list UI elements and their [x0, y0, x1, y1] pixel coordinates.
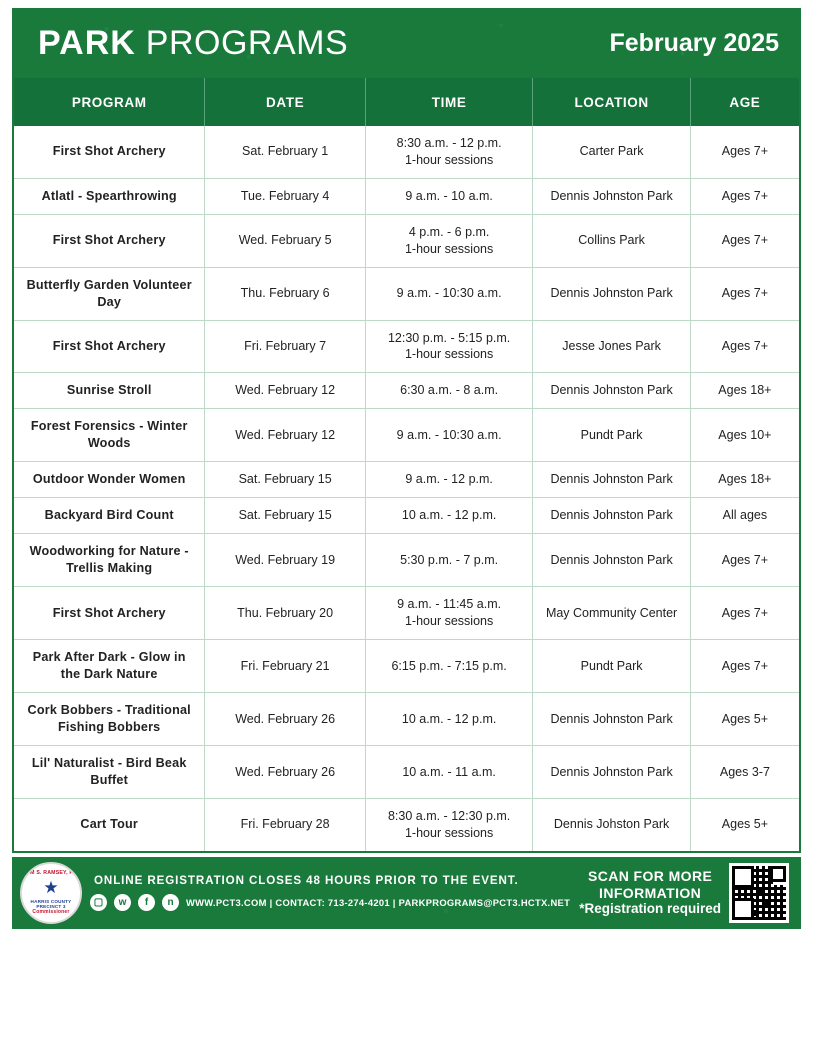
cell-time-primary: 9 a.m. - 10:30 a.m.	[396, 427, 502, 442]
column-header-date: DATE	[205, 78, 365, 126]
month-label: February 2025	[609, 28, 779, 57]
cell-location: Dennis Johnston Park	[533, 746, 690, 799]
cell-date: Wed. February 12	[205, 409, 365, 462]
cell-program: First Shot Archery	[14, 587, 205, 640]
column-header-program: PROGRAM	[14, 78, 205, 126]
table-row	[14, 462, 799, 498]
table-row	[14, 534, 799, 587]
cell-age: All ages	[690, 498, 799, 534]
cell-time	[365, 178, 533, 214]
cell-age: Ages 7+	[690, 587, 799, 640]
cell-age: Ages 7+	[721, 144, 768, 159]
cell-time-primary: 10 a.m. - 11 a.m.	[402, 764, 496, 779]
table-row	[14, 587, 799, 640]
facebook-icon[interactable]: f	[138, 894, 155, 911]
cell-time-secondary: 1-hour sessions	[404, 152, 494, 167]
cell-date: Wed. February 26	[205, 693, 365, 746]
column-header-location: LOCATION	[533, 78, 690, 126]
cell-location: Carter Park	[533, 126, 690, 178]
scan-line-2: INFORMATION	[599, 884, 702, 901]
cell-location: Dennis Johnston Park	[533, 178, 690, 214]
cell-age: Ages 18+	[690, 373, 799, 409]
cell-time-primary: 9 a.m. - 12 p.m.	[405, 472, 493, 487]
cell-program: First Shot Archery	[14, 126, 205, 178]
star-icon: ★	[43, 878, 59, 898]
cell-age: Ages 5+	[690, 693, 799, 746]
cell-age: Ages 7+	[690, 214, 799, 267]
cell-time-primary: 9 a.m. - 10 a.m.	[405, 188, 493, 203]
table-row	[14, 126, 799, 178]
cell-age: Ages 5+	[690, 799, 799, 851]
cell-time-primary: 9 a.m. - 11:45 a.m.	[397, 597, 502, 612]
contact-line: WWW.PCT3.COM | CONTACT: 713-274-4201 | PARKPROGRAMS@PCT3.HCTX.NET	[186, 897, 571, 909]
cell-age: Ages 7+	[690, 640, 799, 693]
cell-date: Fri. February 21	[205, 640, 365, 693]
cell-age: Ages 18+	[690, 462, 799, 498]
scan-instructions	[579, 868, 721, 917]
cell-age: Ages 10+	[690, 409, 799, 462]
cell-time-primary: 6:30 a.m. - 8 a.m.	[400, 383, 499, 398]
cell-time	[365, 746, 533, 799]
cell-location: May Community Center	[533, 587, 690, 640]
table-header-row	[14, 78, 799, 126]
table-row	[14, 373, 799, 409]
cell-age: Ages 7+	[690, 320, 799, 373]
table-row	[14, 799, 799, 851]
table-row	[14, 267, 799, 320]
nextdoor-icon[interactable]: n	[162, 894, 179, 911]
cell-time	[365, 799, 533, 851]
seal-bottom-text: Commissioner	[32, 908, 70, 915]
cell-location: Dennis Johnston Park	[533, 373, 690, 409]
table-row	[14, 640, 799, 693]
cell-time	[365, 640, 533, 693]
cell-time	[365, 462, 533, 498]
cell-location: Dennis Johnston Park	[533, 534, 690, 587]
cell-time	[365, 409, 533, 462]
flyer-footer	[12, 857, 801, 929]
cell-program: Cork Bobbers - Traditional Fishing Bobbers	[14, 693, 205, 746]
cell-location: Dennis Johnston Park	[533, 462, 690, 498]
table-header	[14, 78, 799, 126]
cell-time-secondary: 1-hour sessions	[404, 614, 494, 629]
cell-time	[365, 693, 533, 746]
cell-date: Fri. February 7	[205, 320, 365, 373]
table-row	[14, 409, 799, 462]
cell-date: Fri. February 28	[205, 799, 365, 851]
cell-time-primary: 12:30 p.m. - 5:15 p.m.	[387, 330, 511, 345]
cell-program: Lil' Naturalist - Bird Beak Buffet	[14, 746, 205, 799]
cell-location: Dennis Johnston Park	[533, 693, 690, 746]
cell-time	[365, 587, 533, 640]
footer-right	[579, 863, 793, 923]
cell-date: Sat. February 15	[205, 498, 365, 534]
cell-time-primary: 8:30 a.m. - 12:30 p.m.	[387, 809, 511, 823]
table-row	[14, 498, 799, 534]
commissioner-seal-logo	[20, 862, 82, 924]
cell-time	[365, 373, 533, 409]
cell-time	[365, 214, 533, 267]
cell-location: Pundt Park	[533, 409, 690, 462]
cell-program: Backyard Bird Count	[14, 498, 205, 534]
cell-time	[365, 126, 533, 178]
cell-time-secondary: 1-hour sessions	[404, 241, 494, 256]
cell-time	[365, 534, 533, 587]
cell-time-primary: 6:15 p.m. - 7:15 p.m.	[391, 658, 507, 673]
qr-code[interactable]	[729, 863, 789, 923]
cell-date: Sat. February 1	[205, 126, 365, 178]
cell-program: Butterfly Garden Volunteer Day	[14, 267, 205, 320]
cell-location: Pundt Park	[533, 640, 690, 693]
page-title	[38, 24, 348, 63]
cell-time	[365, 498, 533, 534]
cell-date: Wed. February 5	[205, 214, 365, 267]
scan-line-1: SCAN FOR MORE	[588, 868, 713, 885]
cell-time-primary: 10 a.m. - 12 p.m.	[401, 711, 497, 726]
cell-time-primary: 4 p.m. - 6 p.m.	[408, 224, 490, 239]
cell-date: Wed. February 12	[205, 373, 365, 409]
cell-time	[365, 267, 533, 320]
cell-age: Ages 7+	[690, 534, 799, 587]
instagram-icon[interactable]: ▢	[90, 894, 107, 911]
table-row	[14, 320, 799, 373]
cell-time-secondary: 1-hour sessions	[404, 347, 494, 362]
cell-date: Thu. February 6	[205, 267, 365, 320]
scan-line-3: *Registration required	[579, 901, 721, 917]
registration-notice: ONLINE REGISTRATION CLOSES 48 HOURS PRIOR TO THE EVENT.	[94, 874, 519, 888]
seal-top-text: TOM S. RAMSEY, P.E.	[22, 869, 80, 876]
column-header-age: AGE	[690, 78, 799, 126]
cell-program: Park After Dark - Glow in the Dark Nature	[14, 640, 205, 693]
cell-program: Woodworking for Nature - Trellis Making	[14, 534, 205, 587]
cell-location: Dennis Johston Park	[533, 799, 690, 851]
title-bold: PARK	[38, 23, 136, 62]
cell-age: Ages 7+	[690, 178, 799, 214]
footer-middle	[90, 874, 579, 911]
cell-program: Atlatl - Spearthrowing	[14, 178, 205, 214]
cell-program: Outdoor Wonder Women	[14, 462, 205, 498]
title-light: PROGRAMS	[145, 23, 349, 62]
cell-location: Jesse Jones Park	[533, 320, 690, 373]
table-row	[14, 693, 799, 746]
programs-table	[14, 78, 799, 851]
flyer-header	[12, 8, 801, 78]
cell-age: Ages 7+	[690, 267, 799, 320]
cell-date: Wed. February 19	[205, 534, 365, 587]
table-row	[14, 746, 799, 799]
cell-program: Forest Forensics - Winter Woods	[14, 409, 205, 462]
cell-date: Sat. February 15	[205, 462, 365, 498]
cell-program: Sunrise Stroll	[14, 373, 205, 409]
cell-time-primary: 9 a.m. - 10:30 a.m.	[396, 286, 502, 301]
cell-time	[365, 320, 533, 373]
cell-program: First Shot Archery	[14, 320, 205, 373]
cell-program: Cart Tour	[14, 799, 205, 851]
cell-time-primary: 5:30 p.m. - 7 p.m.	[400, 552, 499, 567]
cell-location: Collins Park	[533, 214, 690, 267]
seal-mid-text: HARRIS COUNTY PRECINCT 3	[30, 898, 72, 909]
social-and-contact-row	[90, 894, 579, 911]
cell-date: Tue. February 4	[205, 178, 365, 214]
table-row	[14, 178, 799, 214]
programs-table-wrapper	[12, 78, 801, 853]
cell-time-primary: 10 a.m. - 12 p.m.	[401, 508, 497, 523]
cell-time-secondary: 1-hour sessions	[404, 825, 494, 840]
cell-program: First Shot Archery	[14, 214, 205, 267]
cell-location: Dennis Johnston Park	[533, 267, 690, 320]
column-header-time: TIME	[365, 78, 533, 126]
cell-date: Wed. February 26	[205, 746, 365, 799]
cell-date: Thu. February 20	[205, 587, 365, 640]
cell-age: Ages 3-7	[690, 746, 799, 799]
table-row	[14, 214, 799, 267]
table-body	[14, 126, 799, 851]
cell-location: Dennis Johnston Park	[533, 498, 690, 534]
cell-time-primary: 8:30 a.m. - 12 p.m.	[396, 136, 502, 150]
twitter-icon[interactable]: w	[114, 894, 131, 911]
